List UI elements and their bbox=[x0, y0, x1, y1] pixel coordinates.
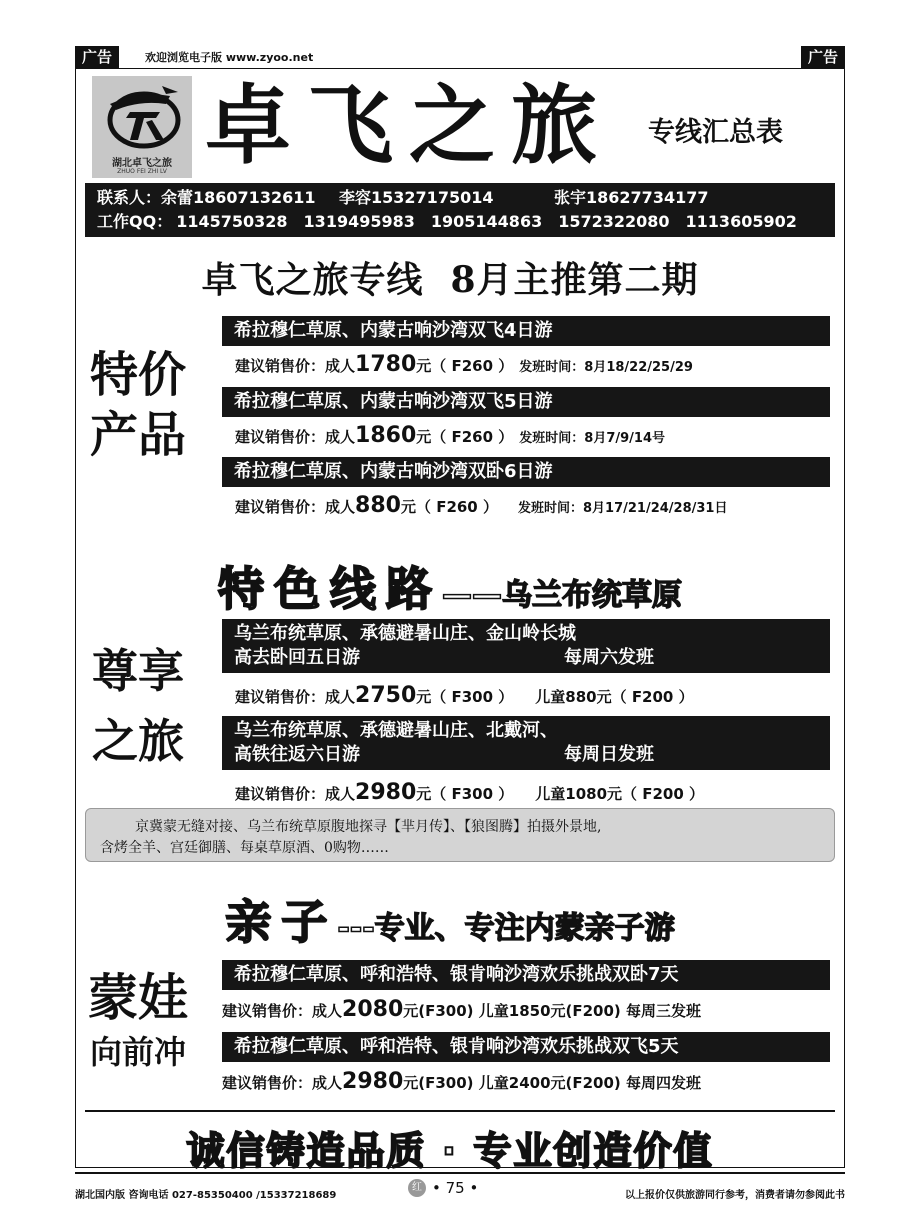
adult-price: 2750 bbox=[355, 683, 417, 708]
main-headline: 卓飞之旅专线 8月主推第二期 bbox=[201, 259, 699, 301]
top-bar bbox=[75, 46, 845, 70]
route-bar[interactable]: 希拉穆仁草原、内蒙古响沙湾双飞5日游 bbox=[222, 387, 830, 417]
family-label-line: 蒙娃 bbox=[88, 969, 188, 1027]
page-footer bbox=[75, 1172, 845, 1202]
qq-number[interactable]: 1145750328 bbox=[176, 212, 288, 231]
contact-qq-row bbox=[97, 210, 797, 234]
family-label-line: 向前冲 bbox=[89, 1033, 186, 1071]
price-label: 建议销售价： bbox=[235, 785, 326, 803]
departure-schedule: 发班时间：8月17/21/24/28/31日 bbox=[517, 501, 728, 516]
route-name-line: 乌兰布统草原、承德避暑山庄、北戴河、 bbox=[234, 720, 558, 741]
special-label-line: 特价 bbox=[90, 347, 187, 403]
price-line bbox=[222, 1069, 701, 1094]
swallow-logo-icon bbox=[100, 82, 184, 150]
family-heading-rest: ---专业、专注内蒙亲子游 bbox=[337, 911, 675, 946]
departure-day: 每周日发班 bbox=[564, 744, 654, 765]
adult-label: 成人 bbox=[325, 357, 356, 375]
page-number-text: • 75 • bbox=[432, 1179, 479, 1197]
price-details: 元(F300) 儿童2400元(F200) 每周四发班 bbox=[403, 1074, 701, 1092]
special-offer-label bbox=[90, 345, 186, 465]
note-line: 含烤全羊、宫廷御膳、每桌草原酒、0购物…… bbox=[100, 840, 389, 856]
contact-person[interactable]: 李容15327175014 bbox=[339, 188, 494, 207]
ad-tag-right: 广告 bbox=[801, 46, 845, 68]
qq-label: 工作QQ： bbox=[97, 212, 173, 231]
adult-label: 成人 bbox=[312, 1002, 343, 1020]
price-line bbox=[235, 683, 694, 708]
contact-bar bbox=[85, 183, 835, 237]
page-number bbox=[408, 1179, 478, 1197]
adult-price: 2980 bbox=[355, 780, 417, 805]
feature-heading-rest: ——乌兰布统草原 bbox=[442, 578, 682, 613]
route-bar[interactable]: 希拉穆仁草原、呼和浩特、银肯响沙湾欢乐挑战双飞5天 bbox=[222, 1032, 830, 1062]
price-label: 建议销售价： bbox=[235, 688, 326, 706]
adult-label: 成人 bbox=[325, 688, 356, 706]
brand-subtitle: 专线汇总表 bbox=[648, 117, 783, 148]
feature-heading-brush: 特色线路 bbox=[218, 562, 442, 616]
price-line bbox=[235, 352, 693, 377]
family-heading-brush: 亲子 bbox=[225, 895, 338, 949]
route-name-line: 高去卧回五日游 bbox=[234, 647, 360, 668]
logo-chinese-name: 湖北卓飞之旅 bbox=[112, 158, 172, 169]
page-badge-icon: 红 bbox=[408, 1179, 426, 1197]
family-tour-label bbox=[88, 966, 188, 1074]
contact-people-row bbox=[97, 186, 708, 210]
departure-schedule: 发班时间：8月7/9/14号 bbox=[519, 431, 666, 446]
special-label-line: 产品 bbox=[90, 407, 187, 463]
price-label: 建议销售价： bbox=[235, 428, 326, 446]
premium-tour-label bbox=[92, 636, 184, 776]
departure-schedule: 发班时间：8月18/22/25/29 bbox=[519, 360, 693, 375]
premium-label-line: 之旅 bbox=[92, 714, 184, 768]
route-bar[interactable]: 希拉穆仁草原、呼和浩特、银肯响沙湾欢乐挑战双卧7天 bbox=[222, 960, 830, 990]
adult-price: 1860 bbox=[355, 423, 417, 448]
qq-number[interactable]: 1319495983 bbox=[303, 212, 415, 231]
adult-price: 2080 bbox=[342, 997, 404, 1022]
contact-person[interactable]: 余蕾18607132611 bbox=[161, 188, 316, 207]
departure-day: 每周六发班 bbox=[564, 647, 654, 668]
price-line bbox=[235, 493, 727, 518]
website-url[interactable]: 欢迎浏览电子版 www.zyoo.net bbox=[145, 51, 314, 64]
brand-title: 卓飞之旅 bbox=[205, 75, 613, 176]
price-unit: 元（ F260 ） bbox=[400, 498, 498, 516]
price-details: 元(F300) 儿童1850元(F200) 每周三发班 bbox=[403, 1002, 701, 1020]
brand-slogan: 诚信铸造品质 · 专业创造价值 bbox=[186, 1129, 714, 1173]
qq-number[interactable]: 1113605902 bbox=[685, 212, 797, 231]
price-line bbox=[222, 997, 701, 1022]
price-line bbox=[235, 780, 704, 805]
qq-number[interactable]: 1905144863 bbox=[430, 212, 543, 231]
price-label: 建议销售价： bbox=[222, 1074, 313, 1092]
feature-heading bbox=[0, 553, 900, 619]
family-heading bbox=[0, 886, 900, 952]
price-label: 建议销售价： bbox=[235, 357, 326, 375]
price-label: 建议销售价： bbox=[222, 1002, 313, 1020]
route-name-line: 高铁往返六日游 bbox=[234, 744, 360, 765]
adult-price: 1780 bbox=[355, 352, 417, 377]
price-label: 建议销售价： bbox=[235, 498, 326, 516]
ad-tag-left: 广告 bbox=[75, 46, 119, 68]
brand-logo bbox=[92, 76, 192, 178]
route-bar[interactable] bbox=[222, 619, 830, 673]
price-line bbox=[235, 423, 665, 448]
route-bar[interactable] bbox=[222, 716, 830, 770]
note-line: 京冀蒙无缝对接、乌兰布统草原腹地探寻【芈月传】、【狼图腾】拍摄外景地, bbox=[135, 819, 602, 835]
slogan-divider bbox=[85, 1110, 835, 1112]
price-unit: 元（ F300 ） bbox=[416, 688, 514, 706]
adult-price: 880 bbox=[355, 493, 401, 518]
child-price: 儿童880元（ F200 ） bbox=[535, 688, 694, 706]
price-unit: 元（ F260 ） bbox=[416, 428, 514, 446]
child-price: 儿童1080元（ F200 ） bbox=[535, 785, 705, 803]
price-unit: 元（ F300 ） bbox=[416, 785, 514, 803]
adult-label: 成人 bbox=[325, 498, 356, 516]
route-bar[interactable]: 希拉穆仁草原、内蒙古响沙湾双卧6日游 bbox=[222, 457, 830, 487]
premium-label-line: 尊享 bbox=[92, 644, 184, 698]
route-bar[interactable]: 希拉穆仁草原、内蒙古响沙湾双飞4日游 bbox=[222, 316, 830, 346]
adult-price: 2980 bbox=[342, 1069, 404, 1094]
footer-hotline: 湖北国内版 咨询电话 027-85350400 /15337218689 bbox=[75, 1190, 337, 1201]
footer-disclaimer: 以上报价仅供旅游同行参考，消费者请勿参阅此书 bbox=[625, 1190, 845, 1201]
price-unit: 元（ F260 ） bbox=[416, 357, 514, 375]
adult-label: 成人 bbox=[325, 785, 356, 803]
adult-label: 成人 bbox=[312, 1074, 343, 1092]
qq-number[interactable]: 1572322080 bbox=[558, 212, 670, 231]
contact-person[interactable]: 张宇18627734177 bbox=[554, 188, 709, 207]
logo-english-name: ZHUO FEI ZHI LV bbox=[117, 168, 167, 175]
route-highlights-note bbox=[85, 808, 835, 862]
route-name-line: 乌兰布统草原、承德避暑山庄、金山岭长城 bbox=[234, 623, 576, 644]
adult-label: 成人 bbox=[325, 428, 356, 446]
contact-label: 联系人： bbox=[97, 188, 162, 207]
